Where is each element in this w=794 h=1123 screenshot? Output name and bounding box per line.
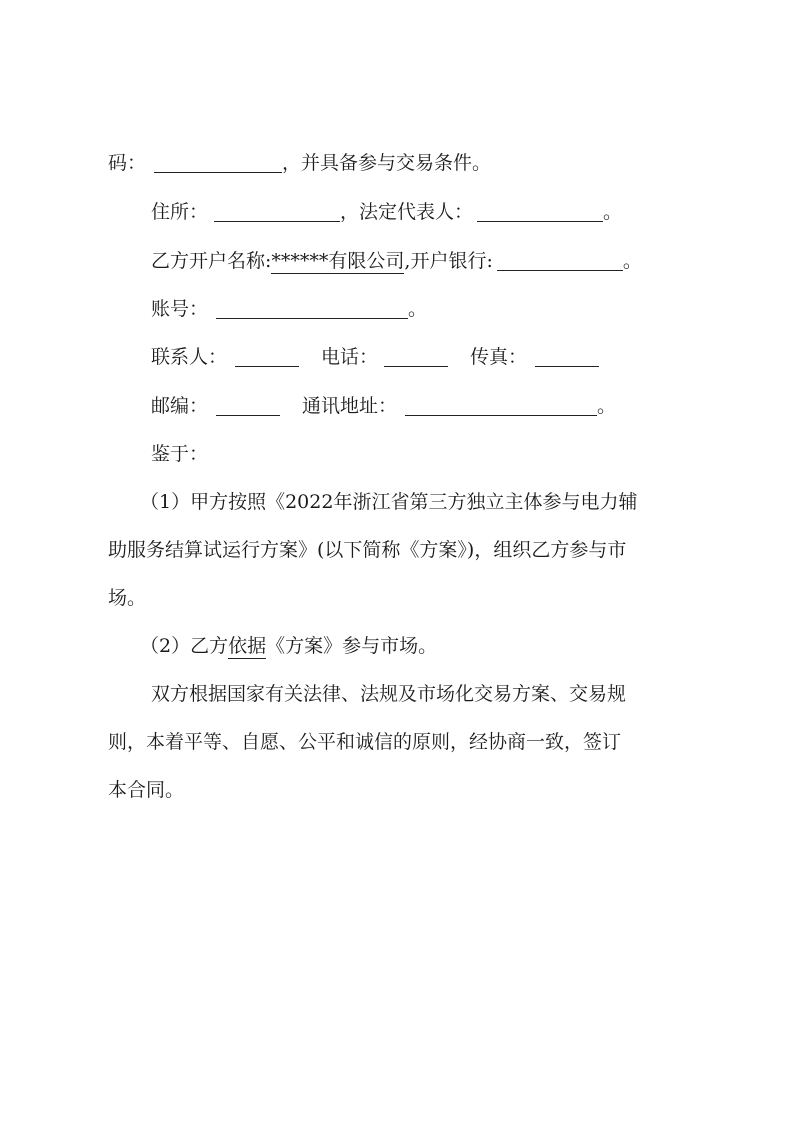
account-no-blank bbox=[216, 298, 408, 319]
item2-suffix: 《方案》参与市场。 bbox=[266, 635, 438, 657]
legal-rep-label: ，法定代表人： bbox=[340, 201, 474, 223]
account-no-period: 。 bbox=[408, 298, 428, 320]
item2-underlined: 依据 bbox=[228, 635, 267, 657]
agreement-text-2: 则，本着平等、自愿、公平和诚信的原则，经协商一致，签订 bbox=[108, 731, 622, 753]
b-bank-blank bbox=[497, 250, 623, 271]
account-no-label: 账号： bbox=[151, 298, 209, 320]
contact-line bbox=[151, 342, 599, 372]
code-label: 码： bbox=[108, 152, 147, 174]
residence-period: 。 bbox=[603, 201, 623, 223]
whereas-label: 鉴于： bbox=[151, 443, 209, 465]
legal-rep-blank bbox=[477, 201, 603, 222]
account-name-line bbox=[151, 246, 642, 276]
address-blank bbox=[405, 395, 597, 416]
postcode-label: 邮编： bbox=[151, 395, 209, 417]
item2-line bbox=[140, 631, 437, 661]
postcode-blank bbox=[216, 395, 280, 416]
agreement-line3 bbox=[108, 775, 184, 805]
whereas-heading bbox=[151, 439, 208, 469]
b-account-name-label: 乙方开户名称: bbox=[151, 250, 272, 272]
residence-blank bbox=[214, 201, 340, 222]
item1-line2 bbox=[108, 535, 626, 565]
item1-text-1: （1）甲方按照《2022年浙江省第三方独立主体参与电力辅 bbox=[140, 491, 638, 513]
agreement-line1 bbox=[151, 679, 626, 709]
residence-line bbox=[151, 197, 622, 227]
residence-label: 住所： bbox=[151, 201, 209, 223]
address-period: 。 bbox=[597, 395, 617, 417]
code-suffix: ，并具备参与交易条件。 bbox=[282, 152, 492, 174]
contact-blank bbox=[235, 346, 299, 367]
fax-label: 传真： bbox=[470, 346, 528, 368]
contact-label: 联系人： bbox=[151, 346, 228, 368]
item2-prefix: （2）乙方 bbox=[140, 635, 229, 657]
item1-line1 bbox=[140, 487, 637, 517]
agreement-text-1: 双方根据国家有关法律、法规及市场化交易方案、交易规 bbox=[151, 683, 627, 705]
phone-blank bbox=[384, 346, 448, 367]
b-account-name-value: ******有限公司 bbox=[271, 250, 405, 272]
fax-blank bbox=[535, 346, 599, 367]
item1-text-2: 助服务结算试运行方案》(以下简称《方案》)，组织乙方参与市 bbox=[108, 539, 627, 561]
item1-line3 bbox=[108, 583, 146, 613]
phone-label: 电话： bbox=[321, 346, 379, 368]
agreement-line2 bbox=[108, 727, 621, 757]
bank-period: 。 bbox=[622, 250, 642, 272]
account-no-line bbox=[151, 294, 427, 324]
agreement-text-3: 本合同。 bbox=[108, 779, 185, 801]
postcode-line bbox=[151, 391, 616, 421]
code-line bbox=[108, 148, 491, 178]
b-bank-label: ,开户银行: bbox=[404, 250, 493, 272]
item1-text-3: 场。 bbox=[108, 587, 147, 609]
code-blank bbox=[154, 152, 282, 173]
address-label: 通讯地址： bbox=[302, 395, 398, 417]
